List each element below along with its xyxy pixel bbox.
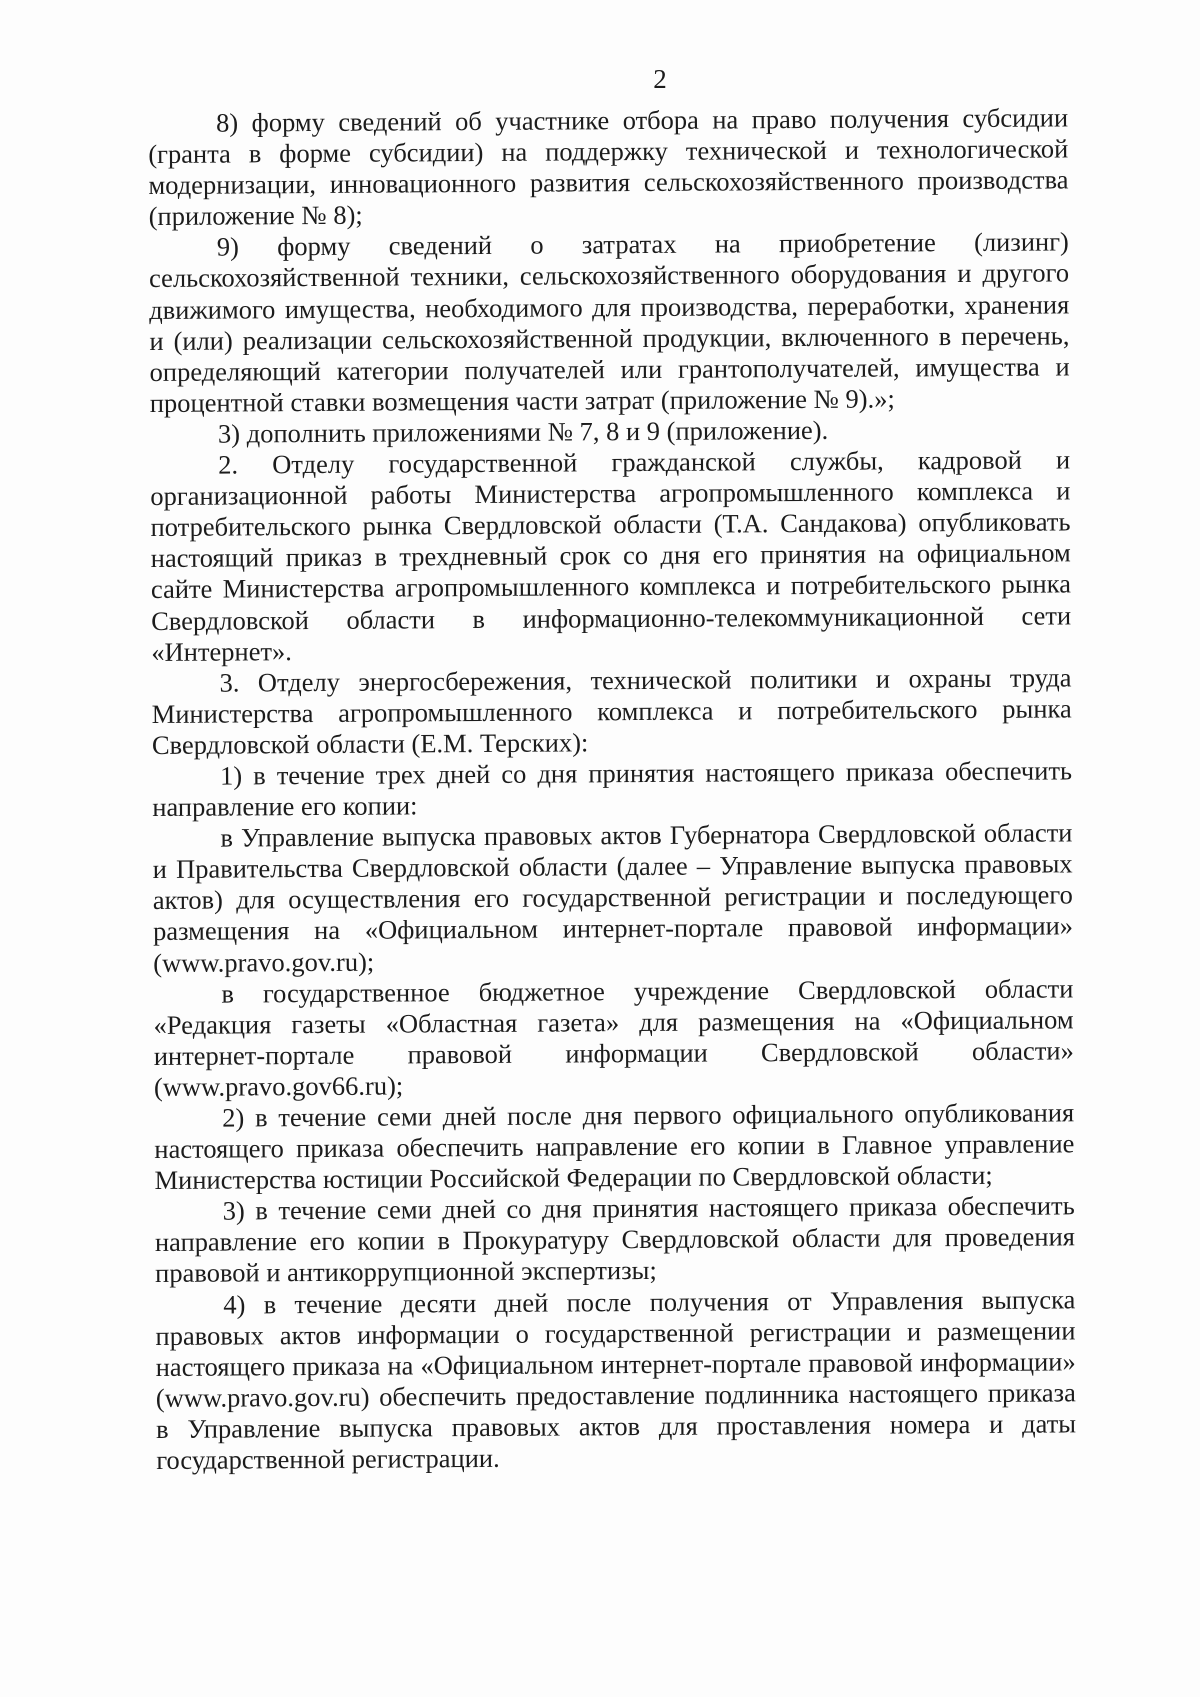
- paragraph-subclause-3: 3) в течение семи дней со дня принятия настоящего приказа обеспечить направление его копии в Прокуратуру Свердловской области для проведения правовой и антикоррупционной экспертизы;: [154, 1190, 1076, 1289]
- paragraph-clause-2: 2. Отделу государственной гражданской службы, кадровой и организационной работы Министерства агропромышленного комплекса и потребительского рынка Свердловской области (Т.А. Сандакова) опубликовать настоящий приказ в трехдневный срок со дня его принятия на официальном сайте Министерства агропромышленного комплекса и потребительского рынка Свердловской области в информационно-телекоммуникационной сети «Интернет».: [150, 444, 1072, 667]
- paragraph-item-9-form: 9) форму сведений о затратах на приобретение (лизинг) сельскохозяйственной техники, сельскохозяйственного оборудования и другого движимого имущества, необходимого для производства, переработки, хранения и (или) реализации сельскохозяйственной продукции, включенного в перечень, определяющий категории получателей или грантополучателей, имущества и процентной ставки возмещения части затрат (приложение № 9).»;: [148, 226, 1070, 418]
- paragraph-item-8-form: 8) форму сведений об участнике отбора на право получения субсидии (гранта в форме субсидии) на поддержку технической и технологической модернизации, инновационного развития сельскохозяйственного производства (приложение № 8);: [148, 102, 1069, 232]
- paragraph-subclause-1: 1) в течение трех дней со дня принятия настоящего приказа обеспечить направление его копии:: [152, 755, 1073, 823]
- paragraph-subclause-4: 4) в течение десяти дней после получения от Управления выпуска правовых актов информации о государственной регистрации и размещении настоящего приказа на «Официальном интернет-портале правовой информации» (www.pravo.gov.ru) обеспечить предоставление подлинника настоящего приказа в Управление выпуска правовых актов для проставления номера и даты государственной регистрации.: [155, 1283, 1077, 1476]
- paragraph-subclause-1-recipient-2: в государственное бюджетное учреждение Свердловской области «Редакция газеты «Областная газета» для размещения на «Официальном интернет-портале правовой информации Свердловской области» (www.pravo.gov66.ru);: [153, 972, 1074, 1102]
- document-body: [148, 102, 1076, 1476]
- paragraph-add-appendices: 3) дополнить приложениями № 7, 8 и 9 (приложение).: [217, 414, 829, 449]
- page-number: 2: [653, 64, 667, 94]
- paragraph-subclause-2: 2) в течение семи дней после дня первого официального опубликования настоящего приказа обеспечить направление его копии в Главное управление Министерства юстиции Российской Федерации по Свердловской области;: [154, 1097, 1075, 1196]
- paragraph-subclause-1-recipient-1: в Управление выпуска правовых актов Губернатора Свердловской области и Правительства Свердловской области (далее – Управление выпуска правовых актов) для осуществления его государственной регистрации и последующего размещения на «Официальном интернет-портале правовой информации» (www.pravo.gov.ru);: [152, 817, 1074, 978]
- paragraph-clause-3: 3. Отделу энергосбережения, технической политики и охраны труда Министерства агропромышленного комплекса и потребительского рынка Свердловской области (Е.М. Терских):: [151, 662, 1072, 760]
